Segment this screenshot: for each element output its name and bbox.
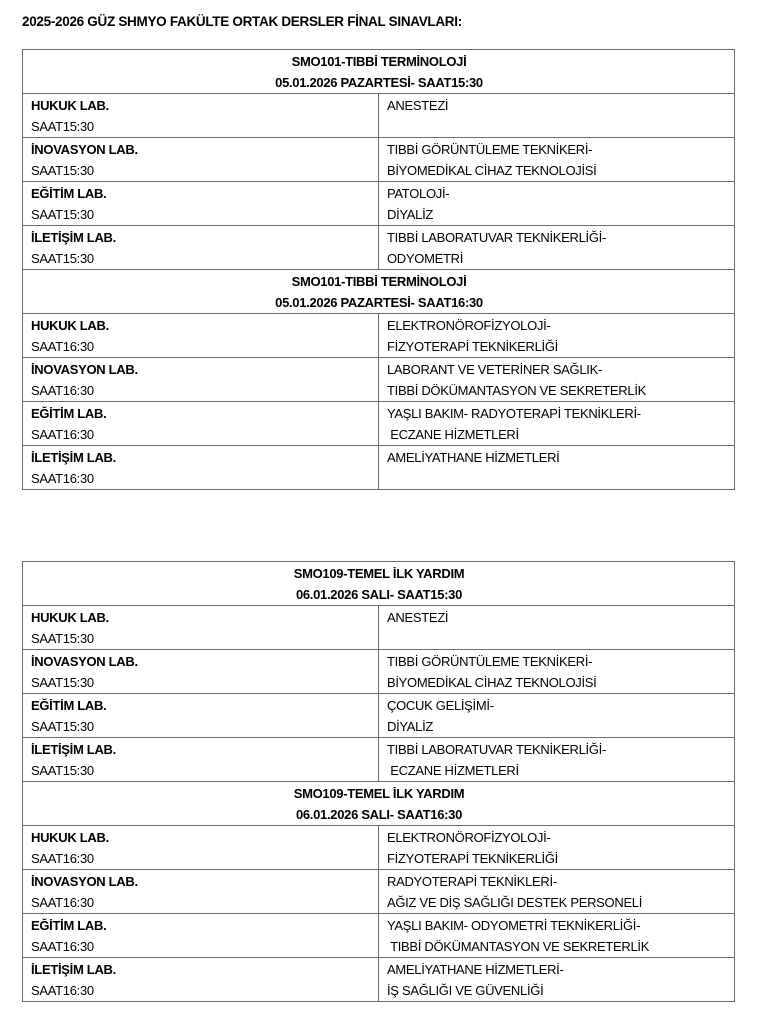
exam-schedule-table bbox=[22, 49, 735, 490]
session-header bbox=[23, 270, 735, 314]
department-cell bbox=[379, 650, 735, 694]
room-time: SAAT16:30 bbox=[31, 983, 94, 998]
department-line: TIBBİ LABORATUVAR TEKNİKERLİĞİ- bbox=[387, 230, 606, 245]
department-cell bbox=[379, 138, 735, 182]
department-cell bbox=[379, 738, 735, 782]
department-line: ECZANE HİZMETLERİ bbox=[387, 763, 519, 778]
department-line: TIBBİ GÖRÜNTÜLEME TEKNİKERİ- bbox=[387, 142, 593, 157]
table-row bbox=[23, 182, 735, 226]
course-title: SMO101-TIBBİ TERMİNOLOJİ bbox=[291, 274, 467, 289]
course-title: SMO109-TEMEL İLK YARDIM bbox=[293, 786, 465, 801]
session-header bbox=[23, 562, 735, 606]
room-name: İLETİŞİM LAB. bbox=[31, 742, 116, 757]
room-name: EĞİTİM LAB. bbox=[31, 186, 107, 201]
department-line: PATOLOJİ- bbox=[387, 186, 450, 201]
table-row bbox=[23, 402, 735, 446]
table-row bbox=[23, 314, 735, 358]
room-time: SAAT15:30 bbox=[31, 763, 94, 778]
department-cell bbox=[379, 226, 735, 270]
department-line: ANESTEZİ bbox=[387, 610, 449, 625]
department-line: TIBBİ DÖKÜMANTASYON VE SEKRETERLİK bbox=[387, 383, 647, 398]
room-cell bbox=[23, 914, 379, 958]
session-header bbox=[23, 50, 735, 94]
course-title: SMO109-TEMEL İLK YARDIM bbox=[293, 566, 465, 581]
department-line: YAŞLI BAKIM- ODYOMETRİ TEKNİKERLİĞİ- bbox=[387, 918, 641, 933]
department-line: FİZYOTERAPİ TEKNİKERLİĞİ bbox=[387, 851, 558, 866]
room-time: SAAT15:30 bbox=[31, 207, 94, 222]
room-name: İNOVASYON LAB. bbox=[31, 874, 138, 889]
room-name: İLETİŞİM LAB. bbox=[31, 230, 116, 245]
session-header-row bbox=[23, 562, 735, 606]
department-cell bbox=[379, 914, 735, 958]
room-cell bbox=[23, 358, 379, 402]
department-line: AĞIZ VE DİŞ SAĞLIĞI DESTEK PERSONELİ bbox=[387, 895, 643, 910]
room-cell bbox=[23, 94, 379, 138]
session-datetime: 06.01.2026 SALI- SAAT15:30 bbox=[295, 587, 463, 602]
room-cell bbox=[23, 650, 379, 694]
department-line: BİYOMEDİKAL CİHAZ TEKNOLOJİSİ bbox=[387, 675, 597, 690]
room-time: SAAT15:30 bbox=[31, 719, 94, 734]
room-cell bbox=[23, 402, 379, 446]
room-time: SAAT16:30 bbox=[31, 471, 94, 486]
page-title: 2025-2026 GÜZ SHMYO FAKÜLTE ORTAK DERSLER FİNAL SINAVLARI: bbox=[22, 14, 462, 29]
room-name: HUKUK LAB. bbox=[31, 830, 109, 845]
room-name: EĞİTİM LAB. bbox=[31, 698, 107, 713]
room-time: SAAT16:30 bbox=[31, 427, 94, 442]
room-cell bbox=[23, 182, 379, 226]
department-line: TIBBİ GÖRÜNTÜLEME TEKNİKERİ- bbox=[387, 654, 593, 669]
room-cell bbox=[23, 958, 379, 1002]
room-time: SAAT15:30 bbox=[31, 631, 94, 646]
department-line: BİYOMEDİKAL CİHAZ TEKNOLOJİSİ bbox=[387, 163, 597, 178]
department-cell bbox=[379, 402, 735, 446]
department-line: TIBBİ LABORATUVAR TEKNİKERLİĞİ- bbox=[387, 742, 606, 757]
department-line: ANESTEZİ bbox=[387, 98, 449, 113]
room-name: HUKUK LAB. bbox=[31, 98, 109, 113]
department-cell bbox=[379, 694, 735, 738]
department-cell bbox=[379, 182, 735, 226]
department-cell bbox=[379, 94, 735, 138]
room-name: İNOVASYON LAB. bbox=[31, 142, 138, 157]
department-line: ELEKTRONÖROFİZYOLOJİ- bbox=[387, 830, 551, 845]
table-row bbox=[23, 446, 735, 490]
session-datetime: 06.01.2026 SALI- SAAT16:30 bbox=[295, 807, 463, 822]
department-line: ODYOMETRİ bbox=[387, 251, 464, 266]
room-cell bbox=[23, 606, 379, 650]
session-header-row bbox=[23, 782, 735, 826]
room-name: EĞİTİM LAB. bbox=[31, 918, 107, 933]
room-time: SAAT16:30 bbox=[31, 383, 94, 398]
room-time: SAAT15:30 bbox=[31, 251, 94, 266]
room-name: HUKUK LAB. bbox=[31, 318, 109, 333]
department-line: YAŞLI BAKIM- RADYOTERAPİ TEKNİKLERİ- bbox=[387, 406, 641, 421]
room-name: İNOVASYON LAB. bbox=[31, 362, 138, 377]
department-cell bbox=[379, 958, 735, 1002]
department-cell bbox=[379, 314, 735, 358]
table-row bbox=[23, 738, 735, 782]
room-time: SAAT16:30 bbox=[31, 851, 94, 866]
department-cell bbox=[379, 358, 735, 402]
table-row bbox=[23, 826, 735, 870]
room-cell bbox=[23, 314, 379, 358]
session-datetime: 05.01.2026 PAZARTESİ- SAAT16:30 bbox=[275, 295, 483, 310]
room-cell bbox=[23, 694, 379, 738]
course-title: SMO101-TIBBİ TERMİNOLOJİ bbox=[291, 54, 467, 69]
department-cell bbox=[379, 446, 735, 490]
room-cell bbox=[23, 738, 379, 782]
table-row bbox=[23, 94, 735, 138]
room-time: SAAT16:30 bbox=[31, 939, 94, 954]
session-header bbox=[23, 782, 735, 826]
department-line: FİZYOTERAPİ TEKNİKERLİĞİ bbox=[387, 339, 558, 354]
room-cell bbox=[23, 138, 379, 182]
department-line: TIBBİ DÖKÜMANTASYON VE SEKRETERLİK bbox=[387, 939, 650, 954]
table-row bbox=[23, 914, 735, 958]
room-name: HUKUK LAB. bbox=[31, 610, 109, 625]
department-line: AMELİYATHANE HİZMETLERİ bbox=[387, 450, 560, 465]
room-cell bbox=[23, 870, 379, 914]
department-line: AMELİYATHANE HİZMETLERİ- bbox=[387, 962, 564, 977]
table-row bbox=[23, 870, 735, 914]
table-row bbox=[23, 606, 735, 650]
room-time: SAAT15:30 bbox=[31, 119, 94, 134]
room-cell bbox=[23, 826, 379, 870]
session-header-row bbox=[23, 50, 735, 94]
session-datetime: 05.01.2026 PAZARTESİ- SAAT15:30 bbox=[275, 75, 483, 90]
department-cell bbox=[379, 826, 735, 870]
department-line: ELEKTRONÖROFİZYOLOJİ- bbox=[387, 318, 551, 333]
session-header-row bbox=[23, 270, 735, 314]
department-line: ÇOCUK GELİŞİMİ- bbox=[387, 698, 494, 713]
table-row bbox=[23, 358, 735, 402]
table-row bbox=[23, 958, 735, 1002]
exam-schedule-table bbox=[22, 561, 735, 1002]
room-name: İLETİŞİM LAB. bbox=[31, 962, 116, 977]
table-row bbox=[23, 650, 735, 694]
room-cell bbox=[23, 446, 379, 490]
room-cell bbox=[23, 226, 379, 270]
department-line: İŞ SAĞLIĞI VE GÜVENLİĞİ bbox=[387, 983, 544, 998]
room-time: SAAT15:30 bbox=[31, 163, 94, 178]
department-line: DİYALİZ bbox=[387, 207, 434, 222]
room-name: EĞİTİM LAB. bbox=[31, 406, 107, 421]
department-cell bbox=[379, 870, 735, 914]
table-row bbox=[23, 694, 735, 738]
department-line: RADYOTERAPİ TEKNİKLERİ- bbox=[387, 874, 557, 889]
department-cell bbox=[379, 606, 735, 650]
room-name: İLETİŞİM LAB. bbox=[31, 450, 116, 465]
department-line: LABORANT VE VETERİNER SAĞLIK- bbox=[387, 362, 603, 377]
table-row bbox=[23, 138, 735, 182]
table-row bbox=[23, 226, 735, 270]
room-time: SAAT16:30 bbox=[31, 895, 94, 910]
room-time: SAAT16:30 bbox=[31, 339, 94, 354]
department-line: ECZANE HİZMETLERİ bbox=[387, 427, 519, 442]
department-line: DİYALİZ bbox=[387, 719, 434, 734]
room-name: İNOVASYON LAB. bbox=[31, 654, 138, 669]
room-time: SAAT15:30 bbox=[31, 675, 94, 690]
